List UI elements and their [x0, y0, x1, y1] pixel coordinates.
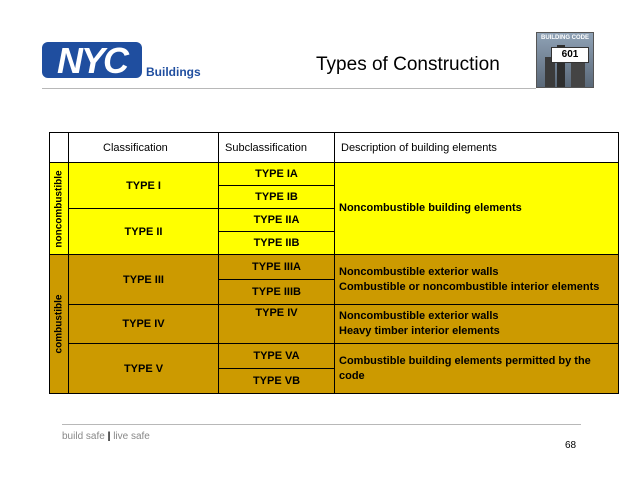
- badge-number: 601: [551, 47, 589, 63]
- page-number: 68: [565, 440, 577, 451]
- badge-label: BUILDING CODE: [541, 35, 589, 41]
- class-type-3: TYPE III: [69, 255, 219, 305]
- svg-text:NYC: NYC: [56, 40, 128, 81]
- footer-separator: |: [107, 431, 111, 442]
- class-type-5: TYPE V: [69, 344, 219, 394]
- footer-left: build safe: [62, 431, 105, 442]
- table-row: [50, 305, 619, 344]
- class-type-1: TYPE I: [69, 163, 219, 209]
- header-description: Description of building elements: [335, 133, 619, 163]
- table-row: [50, 344, 619, 369]
- desc-type-3-line2: Combustible or noncombustible interior elements: [339, 280, 600, 293]
- header-classification: Classification: [69, 133, 219, 163]
- sub-type-4: TYPE IV: [219, 305, 335, 344]
- desc-type-4-line2: Heavy timber interior elements: [339, 325, 500, 337]
- sub-type-2b: TYPE IIB: [219, 232, 335, 255]
- class-type-4: TYPE IV: [69, 305, 219, 344]
- sub-type-1a: TYPE IA: [219, 163, 335, 186]
- footer-right: live safe: [113, 431, 150, 442]
- footer-divider: [62, 424, 581, 425]
- desc-type-4-line1: Noncombustible exterior walls: [339, 310, 499, 322]
- group-combustible: [50, 255, 69, 394]
- footer-tagline: [62, 431, 150, 442]
- desc-type-4: [335, 305, 619, 344]
- group-noncombustible: [50, 163, 69, 255]
- desc-type-3: [335, 255, 619, 305]
- group-noncombustible-label: noncombustible: [53, 169, 65, 248]
- building-code-badge: [536, 32, 594, 88]
- construction-types-table: [49, 132, 619, 394]
- sub-type-5b: TYPE VB: [219, 369, 335, 394]
- sub-type-5a: TYPE VA: [219, 344, 335, 369]
- header-subclassification: Subclassification: [219, 133, 335, 163]
- header-divider: [42, 88, 536, 89]
- desc-type-5: Combustible building elements permitted by the code: [335, 344, 619, 394]
- header-corner: [50, 133, 69, 163]
- sub-type-3b: TYPE IIIB: [219, 280, 335, 305]
- svg-text:Buildings: Buildings: [146, 65, 201, 79]
- table-header-row: [50, 133, 619, 163]
- desc-noncombustible: Noncombustible building elements: [335, 163, 619, 255]
- class-type-2: TYPE II: [69, 209, 219, 255]
- table-row: [50, 255, 619, 280]
- sub-type-2a: TYPE IIA: [219, 209, 335, 232]
- desc-type-3-line1: Noncombustible exterior walls: [339, 265, 499, 278]
- nyc-buildings-logo: [42, 40, 217, 84]
- table-row: [50, 163, 619, 186]
- sub-type-1b: TYPE IB: [219, 186, 335, 209]
- group-combustible-label: combustible: [53, 294, 65, 354]
- sub-type-3a: TYPE IIIA: [219, 255, 335, 280]
- slide-title: Types of Construction: [316, 54, 500, 75]
